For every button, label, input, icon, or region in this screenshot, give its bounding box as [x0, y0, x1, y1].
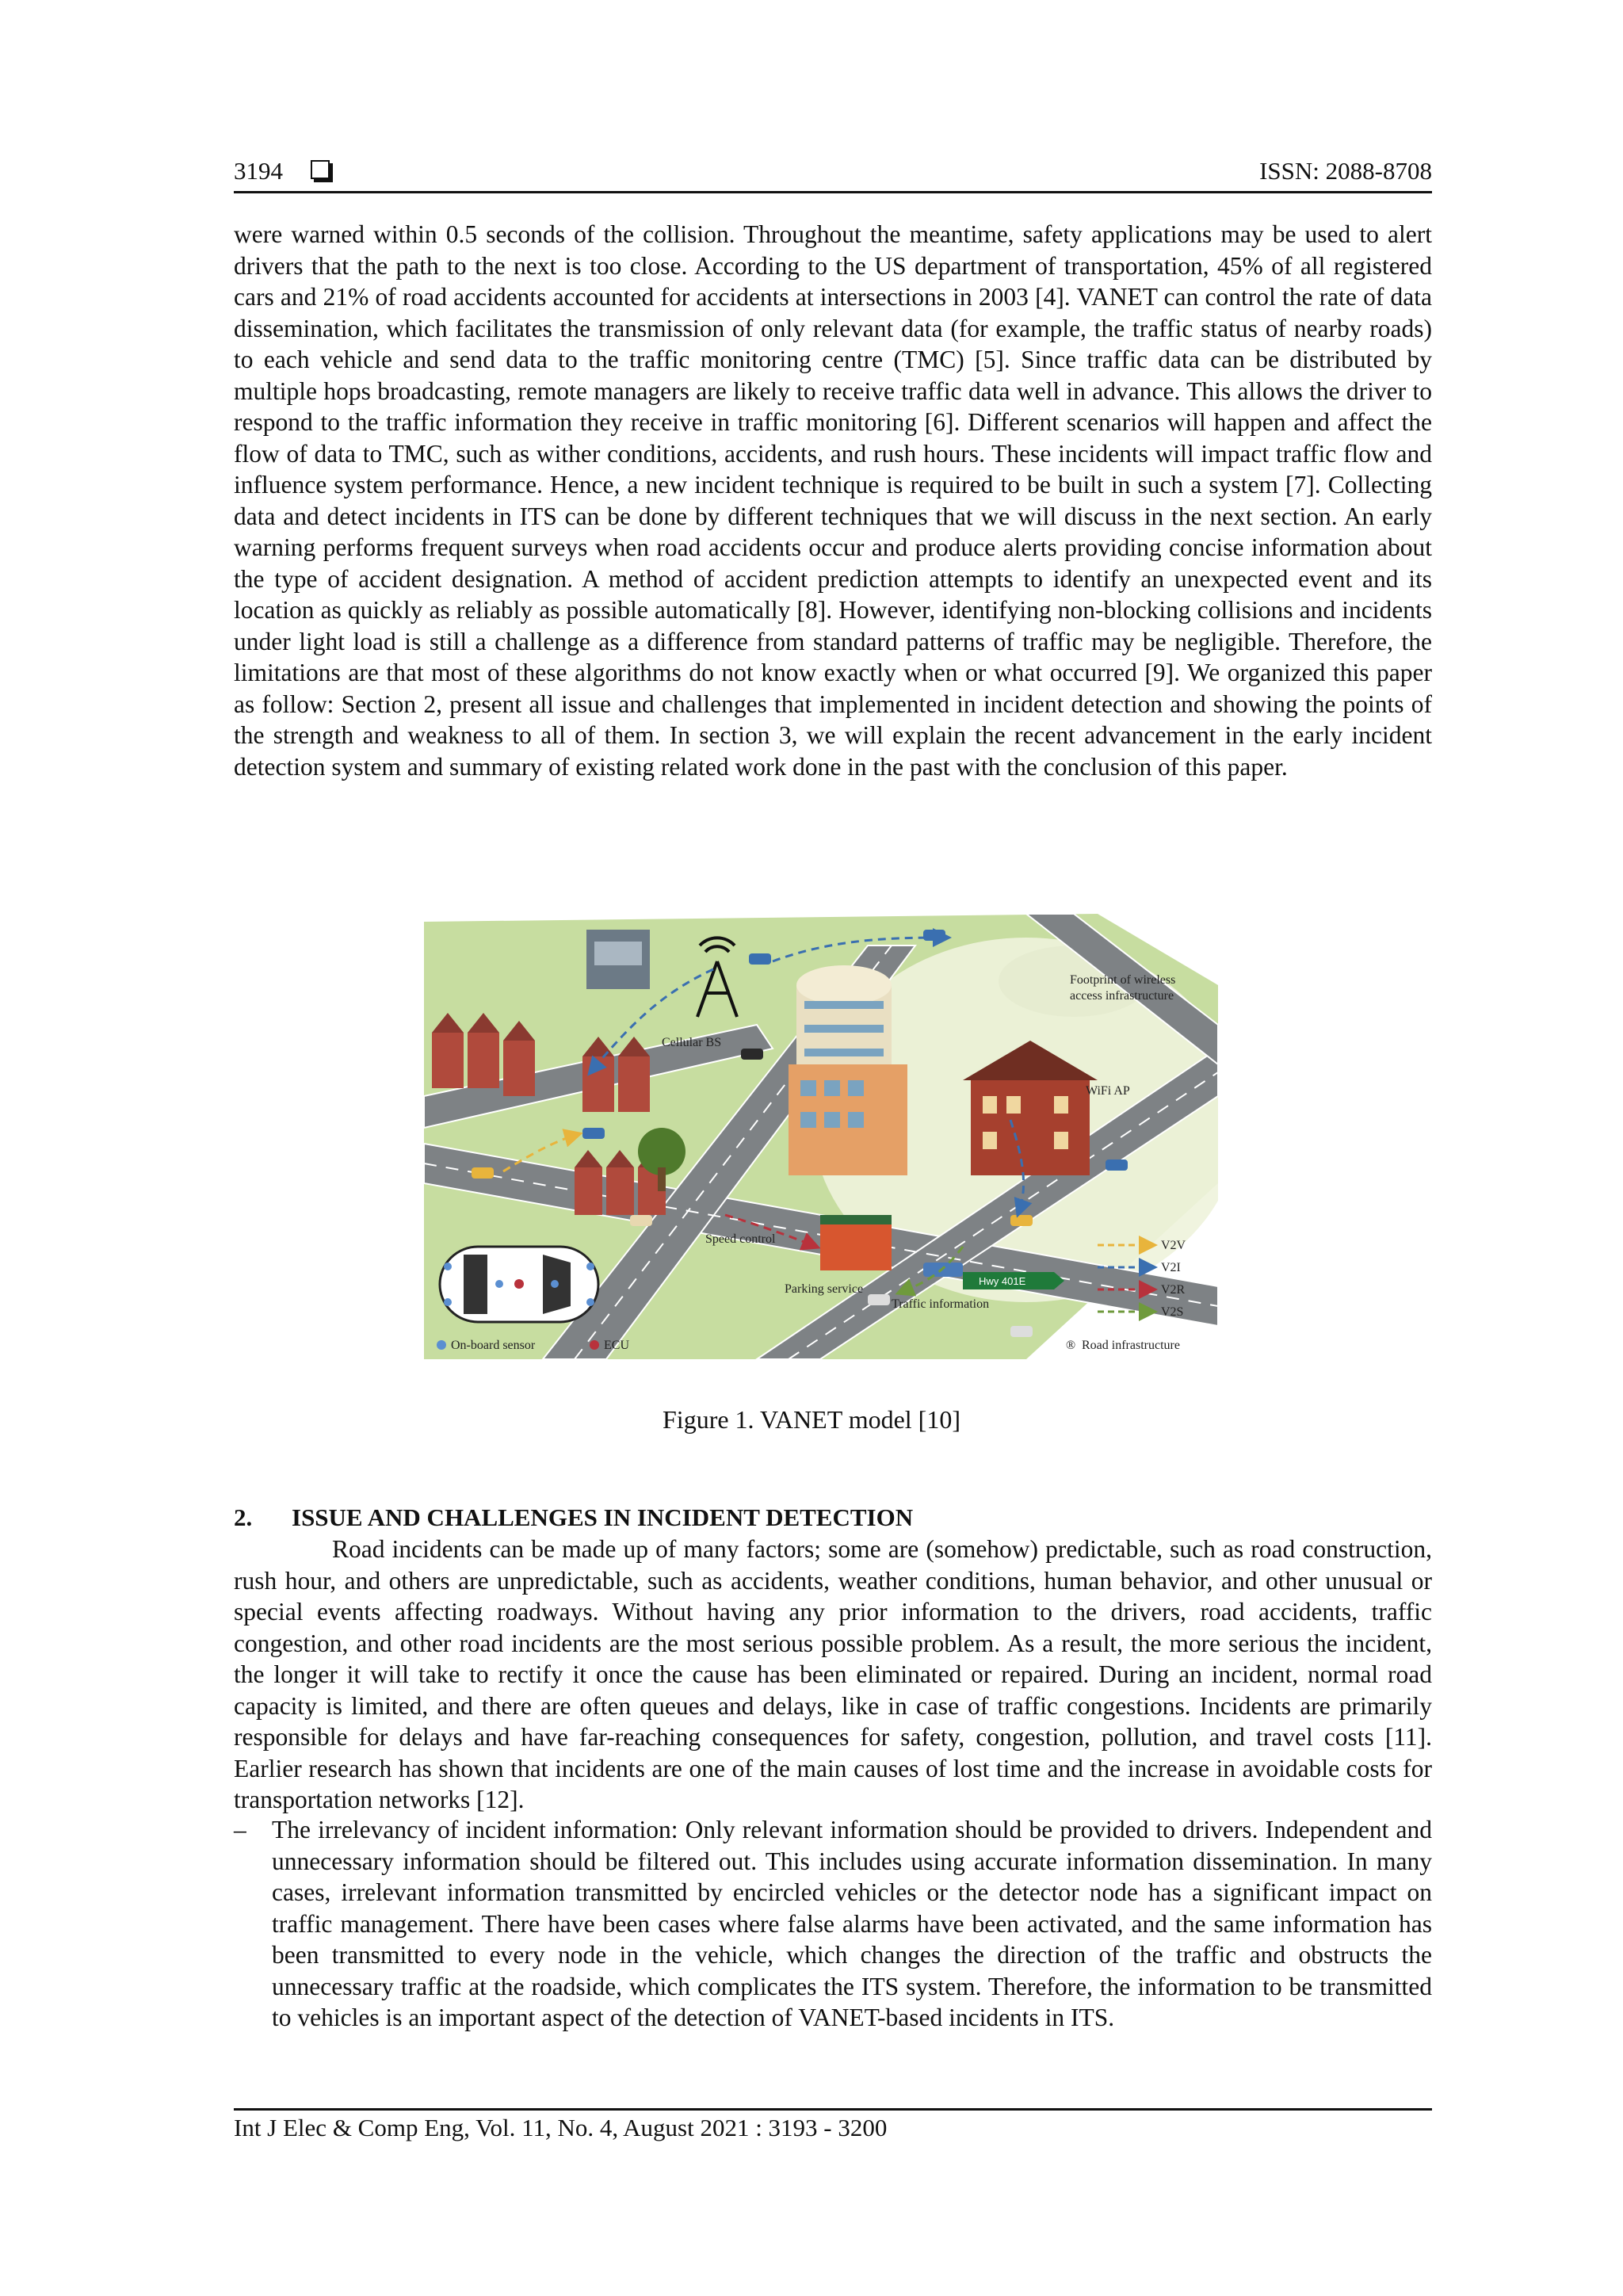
- bullet-item: [234, 1814, 1432, 2034]
- svg-text:access infrastructure: access infrastructure: [1070, 989, 1174, 1003]
- bullet-text: The irrelevancy of incident information: Only relevant information should be provided to drivers. Independent and unnecessary information should be filtered out. This includes using accurate information dissemination. In many cases, irrelevant information transmitted by encircled vehicles or the detector node has a significant impact on traffic management. There have been cases where false alarms have been activated, and the same information has been transmitted to every node in the vehicle, which changes the direction of the traffic and obstructs the unnecessary traffic at the roadside, which complicates the ITS system. Therefore, the information to be transmitted to vehicles is an important aspect of the detection of VANET-based incidents in ITS.: [272, 1816, 1432, 2031]
- svg-text:V2R: V2R: [1161, 1283, 1186, 1297]
- vanet-illustration: [424, 914, 1218, 1359]
- footer-rule: [234, 2108, 1432, 2111]
- svg-text:On-board sensor: On-board sensor: [451, 1339, 536, 1352]
- svg-text:V2I: V2I: [1161, 1261, 1181, 1274]
- checkbox-square-icon: [311, 160, 330, 179]
- issn: ISSN: 2088-8708: [1259, 157, 1432, 185]
- car-sensor-diagram: [440, 1247, 598, 1322]
- section-heading: [234, 1503, 913, 1532]
- svg-text:®: ®: [1066, 1339, 1076, 1352]
- vanet-figure: [424, 914, 1218, 1359]
- section-title: ISSUE AND CHALLENGES IN INCIDENT DETECTION: [292, 1503, 914, 1531]
- header-rule: [234, 191, 1432, 193]
- svg-text:Footprint of wireless: Footprint of wireless: [1070, 973, 1176, 987]
- svg-text:WiFi AP: WiFi AP: [1086, 1084, 1130, 1098]
- svg-text:V2V: V2V: [1161, 1239, 1186, 1252]
- svg-text:Traffic information: Traffic information: [892, 1297, 990, 1311]
- svg-text:Cellular BS: Cellular BS: [662, 1036, 722, 1049]
- running-header: [234, 155, 1432, 187]
- svg-text:V2S: V2S: [1161, 1305, 1184, 1319]
- section-number: 2.: [234, 1503, 253, 1531]
- section-paragraph: Road incidents can be made up of many factors; some are (somehow) predictable, such as road construction, rush hour, and others are unpredictable, such as accidents, weather conditions, human behavior, and other unusual or special events affecting roadways. Without having any prior information to the drivers, road accidents, traffic congestion, and other road incidents are the most serious possible problem. As a result, the more serious the incident, the longer it will take to rectify it once the cause has been eliminated or repaired. During an incident, normal road capacity is limited, and there are often queues and delays, like in case of traffic congestions. Incidents are primarily responsible for delays and have far-reaching consequences for safety, congestion, pollution, and travel costs [11]. Earlier research has shown that incidents are one of the main causes of lost time and the increase in avoidable costs for transportation networks [12].: [234, 1535, 1432, 1813]
- highway-sign: [963, 1272, 1064, 1289]
- svg-text:Road infrastructure: Road infrastructure: [1082, 1339, 1180, 1352]
- svg-text:Hwy 401E: Hwy 401E: [979, 1275, 1026, 1287]
- journal-footer: Int J Elec & Comp Eng, Vol. 11, No. 4, August 2021 : 3193 - 3200: [234, 2114, 888, 2141]
- bullet-dash: –: [234, 1816, 246, 1843]
- svg-text:Speed control: Speed control: [705, 1232, 776, 1246]
- svg-text:Parking service: Parking service: [785, 1282, 864, 1296]
- intro-paragraph: were warned within 0.5 seconds of the collision. Throughout the meantime, safety applications may be used to alert drivers that the path to the next is too close. According to the US department of transportation, 45% of all registered cars and 21% of road accidents accounted for accidents at intersections in 2003 [4]. VANET can control the rate of data dissemination, which facilitates the transmission of only relevant data (for example, the traffic status of nearby roads) to each vehicle and send data to the traffic monitoring centre (TMC) [5]. Since traffic data can be distributed by multiple hops broadcasting, remote managers are likely to receive traffic data well in advance. This allows the driver to respond to the traffic information they receive in traffic monitoring [6]. Different scenarios will happen and affect the flow of data to TMC, such as wither conditions, accidents, and rush hours. These incidents will impact traffic flow and influence system performance. Hence, a new incident technique is required to be built in such a system [7]. Collecting data and detect incidents in ITS can be done by different techniques that we will discuss in the next section. An early warning performs frequent surveys when road accidents occur and produce alerts providing concise information about the type of accident designation. A method of accident prediction attempts to identify an unexpected event and its location as quickly as reliably as possible automatically [8]. However, identifying non-blocking collisions and incidents under light load is still a challenge as a difference from standard patterns of traffic may be negligible. Therefore, the limitations are that most of these algorithms do not know exactly when or what occurred [9]. We organized this paper as follow: Section 2, present all issue and challenges that implemented in incident detection and showing the points of the strength and weakness to all of them. In section 3, we will explain the recent advancement in the early incident detection system and summary of existing related work done in the past with the conclusion of this paper.: [234, 220, 1432, 781]
- figure-caption: Figure 1. VANET model [10]: [663, 1405, 960, 1434]
- svg-text:ECU: ECU: [604, 1339, 629, 1352]
- page-number: 3194: [234, 157, 283, 185]
